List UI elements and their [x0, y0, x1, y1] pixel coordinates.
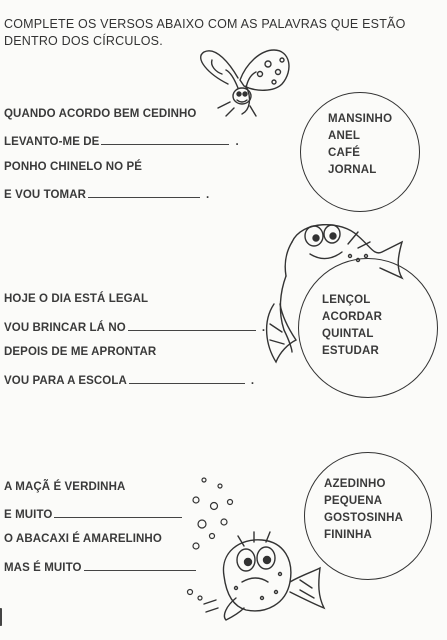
verse-period: . — [261, 322, 266, 334]
verse-3-line-1 — [4, 481, 125, 493]
verse-1-line-4 — [4, 187, 209, 201]
verse-text: E MUITO — [4, 509, 53, 521]
verse-3-line-2 — [4, 507, 182, 521]
pufferfish-illustration — [196, 528, 330, 624]
option-word: ESTUDAR — [322, 345, 379, 357]
option-word: GOSTOSINHA — [324, 512, 404, 524]
verse-period: . — [206, 189, 210, 201]
verse-text: O ABACAXI É AMARELINHO — [4, 533, 162, 545]
verse-1-line-1 — [4, 108, 196, 120]
verse-text: DEPOIS DE ME APRONTAR — [4, 346, 157, 358]
fish-illustration — [262, 212, 412, 412]
option-word: PEQUENA — [324, 495, 383, 507]
answer-blank[interactable] — [101, 134, 229, 145]
verse-text: LEVANTO-ME DE — [4, 136, 100, 148]
verse-text: E VOU TOMAR — [4, 189, 87, 201]
option-word: FININHA — [324, 529, 373, 541]
verse-text: A MAÇÃ É VERDINHA — [4, 481, 126, 493]
verse-period: . — [235, 136, 239, 148]
verse-2-line-2 — [4, 320, 265, 334]
verse-2-line-4 — [4, 373, 254, 387]
verse-period: . — [250, 375, 255, 387]
option-word: ACORDAR — [322, 311, 383, 323]
verse-2-line-3 — [4, 346, 156, 358]
verse-text: QUANDO ACORDO BEM CEDINHO — [4, 108, 197, 120]
verse-1-line-2 — [4, 134, 239, 148]
verse-text: VOU BRINCAR LÁ NO — [4, 322, 126, 334]
verse-2-line-1 — [4, 293, 148, 305]
option-word: ANEL — [328, 130, 361, 142]
page-edge-mark — [0, 608, 6, 626]
answer-blank[interactable] — [128, 320, 256, 331]
verse-text: MAS É MUITO — [4, 562, 82, 574]
answer-blank[interactable] — [88, 187, 200, 198]
option-word: JORNAL — [328, 164, 377, 176]
instructions: COMPLETE OS VERSOS ABAIXO COM AS PALAVRAS QUE ESTÃO DENTRO DOS CÍRCULOS. — [4, 17, 406, 48]
answer-blank[interactable] — [54, 507, 182, 518]
verse-3-line-4 — [4, 560, 196, 574]
butterfly-illustration — [190, 44, 300, 122]
option-word: QUINTAL — [322, 328, 374, 340]
option-word: CAFÉ — [328, 147, 361, 159]
verse-text: HOJE O DIA ESTÁ LEGAL — [4, 293, 149, 305]
answer-blank[interactable] — [129, 373, 245, 384]
verse-1-line-3 — [4, 161, 142, 173]
option-word: MANSINHO — [328, 113, 393, 125]
option-word: AZEDINHO — [324, 478, 386, 490]
option-word: LENÇOL — [322, 294, 371, 306]
verse-text: PONHO CHINELO NO PÉ — [4, 161, 142, 173]
answer-blank[interactable] — [84, 560, 196, 571]
verse-3-line-3 — [4, 533, 162, 545]
verse-text: VOU PARA A ESCOLA — [4, 375, 127, 387]
